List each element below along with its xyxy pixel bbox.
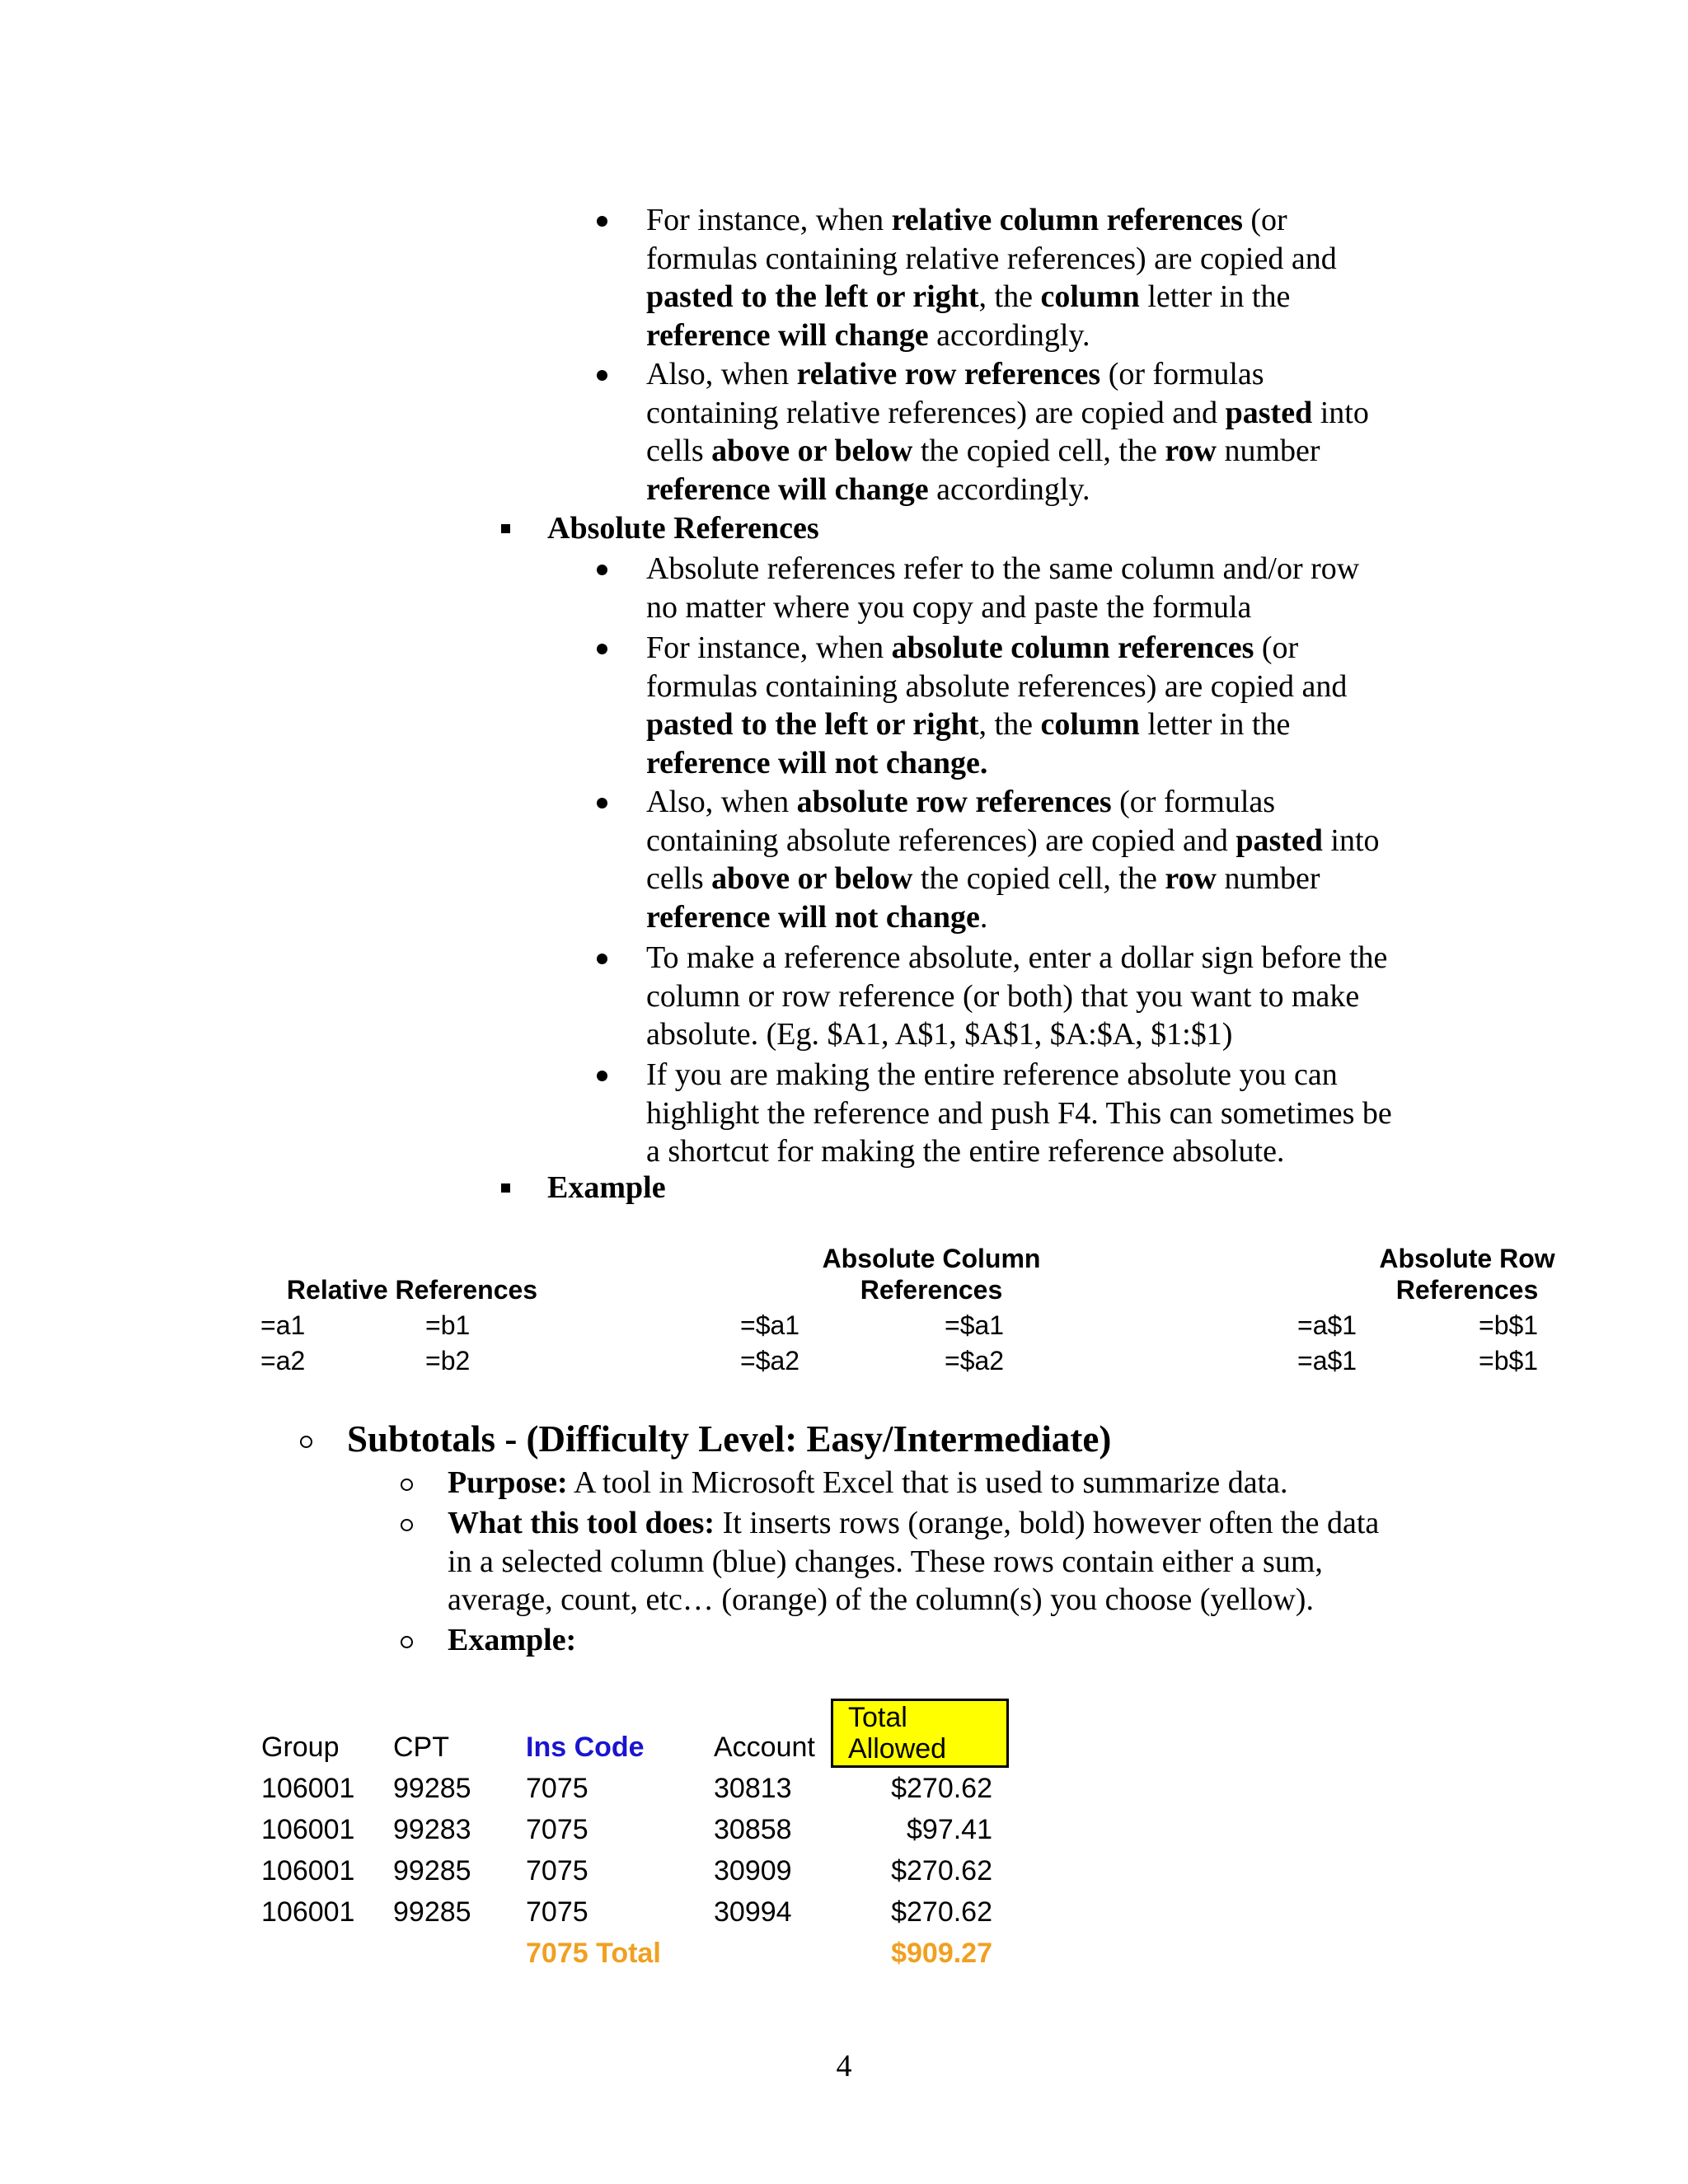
subtotals-item-what (448, 1504, 1519, 1619)
text-run: no matter where you copy and paste the formula (646, 589, 1252, 625)
table-cell: =$a1 (945, 1310, 1005, 1340)
column-header-cpt: CPT (393, 1732, 449, 1763)
text-run: number (1216, 861, 1320, 896)
column-header-total-allowed (831, 1699, 1009, 1768)
text-line (646, 783, 1553, 822)
table-cell: $270.62 (891, 1896, 992, 1928)
absolute-column-title (767, 1243, 1096, 1305)
text-line (646, 977, 1553, 1016)
text-run: a shortcut for making the entire reference absolute. (646, 1134, 1285, 1169)
table-cell: 106001 (261, 1896, 355, 1928)
bullet-block (646, 939, 1553, 1054)
text-line (646, 550, 1553, 588)
column-header-account: Account (714, 1732, 815, 1763)
text-run: If you are making the entire reference absolute you can (646, 1057, 1338, 1092)
subtotal-value: $909.27 (891, 1938, 992, 1969)
table-cell: $97.41 (907, 1814, 992, 1845)
header-line: Total (848, 1702, 907, 1733)
text-run: . (979, 899, 988, 935)
text-line (646, 668, 1553, 706)
text-line (646, 355, 1553, 394)
table-cell: =a$1 (1297, 1346, 1357, 1376)
text-run: in a selected column (blue) changes. These rows contain either a sum, (448, 1544, 1323, 1579)
table-cell: 30858 (714, 1814, 792, 1845)
text-line (646, 240, 1553, 279)
text-run: absolute. (Eg. $A1, A$1, $A$1, $A:$A, $1:$1) (646, 1017, 1233, 1052)
text-line (646, 588, 1553, 627)
heading-text: Subtotals - (Difficulty Level: Easy/Intermediate) (347, 1418, 1112, 1460)
text-line (646, 705, 1553, 744)
text-run: (or (1242, 203, 1287, 237)
page-number: 4 (836, 2049, 852, 2083)
text-line (646, 629, 1553, 668)
text-line (646, 1094, 1553, 1133)
text-run: For instance, when (646, 630, 892, 665)
bold-text-run: Example: (448, 1623, 577, 1657)
bold-text-run: relative column references (891, 203, 1243, 237)
bold-text-run: pasted (1236, 823, 1323, 858)
text-line (646, 278, 1553, 316)
bold-text-run: reference will not change (646, 899, 980, 935)
title-line: Absolute Row (1379, 1244, 1555, 1273)
text-run: the copied cell, the (912, 434, 1165, 468)
bullet-block (646, 629, 1553, 782)
square-bullet-icon (501, 1183, 510, 1193)
table-cell: 30994 (714, 1896, 792, 1928)
text-run: Absolute references refer to the same column and/or row (646, 551, 1360, 586)
text-run: letter in the (1139, 279, 1291, 314)
text-run: A tool in Microsoft Excel that is used to summarize data. (567, 1465, 1288, 1500)
bold-text-run: reference will not change. (646, 745, 988, 780)
header-line: Allowed (848, 1733, 947, 1765)
absolute-row-title (1302, 1243, 1632, 1305)
text-run: For instance, when (646, 203, 892, 237)
text-run: , the (978, 707, 1041, 742)
bold-text-run: relative row references (796, 357, 1101, 391)
text-line (448, 1464, 1519, 1502)
table-cell: 30813 (714, 1773, 792, 1804)
text-run: into (1312, 395, 1369, 430)
column-header-ins-code: Ins Code (526, 1732, 645, 1763)
text-run: highlight the reference and push F4. This can sometimes be (646, 1095, 1392, 1131)
bold-text-run: absolute column references (891, 630, 1254, 665)
bold-text-run: reference will change (646, 471, 929, 507)
title-line: References (1395, 1275, 1539, 1305)
table-cell: =a2 (260, 1346, 306, 1376)
circle-bullet-icon (401, 1519, 413, 1531)
circle-bullet-icon (401, 1636, 413, 1648)
subtotal-label: 7075 Total (526, 1938, 661, 1969)
text-run: cells (646, 434, 712, 468)
table-cell: 7075 (526, 1773, 588, 1804)
table-cell: 99285 (393, 1896, 471, 1928)
table-cell: =$a2 (945, 1346, 1005, 1376)
table-cell: 99285 (393, 1855, 471, 1886)
text-run: Also, when (646, 357, 797, 391)
text-line (646, 1056, 1553, 1094)
bold-text-run: absolute row references (796, 785, 1112, 819)
text-run: the copied cell, the (912, 861, 1165, 896)
table-cell: 7075 (526, 1896, 588, 1928)
text-line (646, 201, 1553, 240)
text-run: average, count, etc… (orange) of the column(s) you choose (yellow). (448, 1582, 1314, 1617)
subtotals-item-example (448, 1621, 1519, 1660)
table-cell: 7075 (526, 1855, 588, 1886)
bullet-icon (597, 644, 607, 654)
table-cell: $270.62 (891, 1855, 992, 1886)
text-run: (or formulas (1111, 785, 1276, 819)
text-run: , the (978, 279, 1041, 314)
table-cell: 106001 (261, 1814, 355, 1845)
table-cell: 106001 (261, 1773, 355, 1804)
table-cell: =b$1 (1479, 1346, 1539, 1376)
table-cell: =a1 (260, 1310, 306, 1340)
text-line (646, 471, 1553, 509)
table-cell: =$a2 (740, 1346, 800, 1376)
text-run: column or row reference (or both) that you want to make (646, 978, 1360, 1014)
table-cell: 99285 (393, 1773, 471, 1804)
text-run: cells (646, 861, 712, 896)
bullet-icon (597, 1071, 607, 1081)
bullet-block (646, 550, 1553, 626)
table-cell: =b1 (425, 1310, 471, 1340)
text-run: (or (1254, 630, 1299, 665)
text-line (646, 744, 1553, 783)
circle-bullet-icon (401, 1479, 413, 1491)
bold-text-run: row (1165, 861, 1217, 896)
text-run: containing relative references) are copied and (646, 395, 1226, 430)
absolute-references-heading (547, 509, 819, 548)
text-run: accordingly. (928, 317, 1090, 353)
relative-references-title: Relative References (286, 1275, 538, 1305)
table-cell: $270.62 (891, 1773, 992, 1804)
text-line (646, 860, 1553, 898)
text-line (646, 1015, 1553, 1054)
text-run: To make a reference absolute, enter a dollar sign before the (646, 940, 1388, 975)
text-line (646, 898, 1553, 937)
heading-text: Example (547, 1170, 666, 1205)
bold-text-run: pasted (1225, 395, 1313, 430)
table-cell: =a$1 (1297, 1310, 1357, 1340)
text-run: letter in the (1139, 707, 1291, 742)
text-line (646, 394, 1553, 433)
bold-text-run: Purpose: (448, 1465, 568, 1500)
bold-text-run: above or below (711, 861, 913, 896)
text-line (448, 1504, 1519, 1543)
text-line (646, 1132, 1553, 1171)
bold-text-run: above or below (711, 434, 913, 468)
bold-text-run: pasted to the left or right (646, 279, 979, 314)
circle-bullet-icon (300, 1436, 312, 1448)
subtotals-item-purpose (448, 1464, 1519, 1502)
bullet-block (646, 355, 1553, 509)
bullet-block (646, 1056, 1553, 1171)
text-run: containing absolute references) are copied and (646, 823, 1236, 858)
subtotals-heading (347, 1418, 1111, 1460)
text-run: formulas containing absolute references) are copied and (646, 668, 1348, 704)
text-line (646, 822, 1553, 860)
column-header-group: Group (261, 1732, 340, 1763)
text-run: (or formulas (1100, 357, 1264, 391)
title-line: Absolute Column (822, 1244, 1041, 1273)
text-run: It inserts rows (orange, bold) however often the data (715, 1506, 1380, 1540)
text-run: formulas containing relative references) are copied and (646, 241, 1337, 276)
bold-text-run: row (1165, 434, 1217, 468)
example-heading (547, 1169, 666, 1207)
text-run: accordingly. (928, 471, 1090, 507)
bullet-block (646, 783, 1553, 936)
text-line (646, 316, 1553, 355)
bullet-icon (597, 565, 607, 575)
heading-text: Absolute References (547, 511, 819, 546)
table-cell: =b$1 (1479, 1310, 1539, 1340)
table-cell: 30909 (714, 1855, 792, 1886)
bold-text-run: What this tool does: (448, 1506, 715, 1540)
bold-text-run: pasted to the left or right (646, 707, 979, 742)
bullet-block (646, 201, 1553, 354)
bold-text-run: column (1040, 279, 1140, 314)
square-bullet-icon (501, 524, 510, 533)
table-cell: 99283 (393, 1814, 471, 1845)
table-cell: 106001 (261, 1855, 355, 1886)
bullet-icon (597, 798, 607, 808)
table-cell: =$a1 (740, 1310, 800, 1340)
text-run: into (1322, 823, 1380, 858)
text-line (448, 1581, 1519, 1619)
text-line (448, 1621, 1519, 1660)
text-line (646, 939, 1553, 977)
bullet-icon (597, 216, 607, 227)
bullet-icon (597, 370, 607, 381)
text-line (448, 1543, 1519, 1582)
text-run: Also, when (646, 785, 797, 819)
text-line (646, 432, 1553, 471)
table-cell: 7075 (526, 1814, 588, 1845)
table-cell: =b2 (425, 1346, 471, 1376)
text-run: number (1216, 434, 1320, 468)
bold-text-run: reference will change (646, 317, 929, 353)
bullet-icon (597, 954, 607, 964)
title-line: References (860, 1275, 1003, 1305)
bold-text-run: column (1040, 707, 1140, 742)
